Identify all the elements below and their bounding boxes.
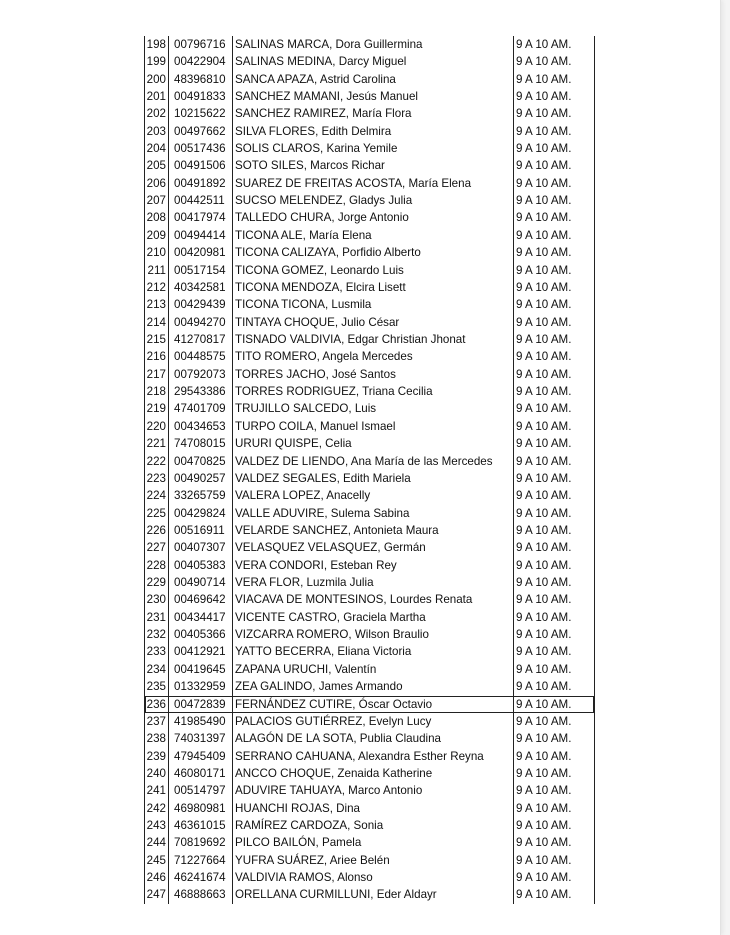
document-id: 46361015 [169, 817, 233, 834]
time-slot: 9 A 10 AM. [516, 402, 572, 416]
document-id: 33265759 [169, 487, 233, 504]
list-row [145, 730, 594, 747]
time-slot: 9 A 10 AM. [516, 419, 572, 433]
person-name: TICONA TICONA, Lusmila [233, 296, 514, 313]
row-number: 238 [145, 730, 169, 747]
person-name: RAMÍREZ CARDOZA, Sonia [233, 817, 514, 834]
document-id: 00405383 [169, 557, 233, 574]
list-row [145, 748, 594, 765]
list-row [145, 366, 594, 383]
document-id: 00516911 [169, 522, 233, 539]
time-slot: 9 A 10 AM. [516, 89, 572, 103]
person-name: VALDEZ DE LIENDO, Ana María de las Mercedes [233, 453, 514, 470]
time-slot: 9 A 10 AM. [516, 194, 572, 208]
time-slot: 9 A 10 AM. [516, 836, 572, 850]
row-number: 216 [145, 348, 169, 365]
row-number: 242 [145, 800, 169, 817]
time-slot: 9 A 10 AM. [516, 523, 572, 537]
time-slot: 9 A 10 AM. [516, 766, 572, 780]
document-id: 00494270 [169, 314, 233, 331]
row-number: 224 [145, 487, 169, 504]
time-slot: 9 A 10 AM. [516, 228, 572, 242]
time-slot: 9 A 10 AM. [516, 55, 572, 69]
person-name: VELASQUEZ VELASQUEZ, Germán [233, 539, 514, 556]
row-number: 246 [145, 869, 169, 886]
time-slot: 9 A 10 AM. [516, 107, 572, 121]
time-slot: 9 A 10 AM. [516, 732, 572, 746]
document-id: 46980981 [169, 800, 233, 817]
person-name: TRUJILLO SALCEDO, Luis [233, 401, 514, 418]
time-slot: 9 A 10 AM. [516, 315, 572, 329]
document-id: 74708015 [169, 435, 233, 452]
document-id: 00470825 [169, 453, 233, 470]
time-slot: 9 A 10 AM. [516, 662, 572, 676]
person-name: VELARDE SANCHEZ, Antonieta Maura [233, 522, 514, 539]
list-row [145, 869, 594, 886]
row-number: 247 [145, 887, 169, 904]
row-number: 219 [145, 401, 169, 418]
list-row [145, 539, 594, 556]
document-id: 00419645 [169, 661, 233, 678]
list-row [145, 348, 594, 365]
document-id: 47401709 [169, 401, 233, 418]
time-slot: 9 A 10 AM. [516, 367, 572, 381]
list-row [145, 53, 594, 70]
person-name: SUAREZ DE FREITAS ACOSTA, María Elena [233, 175, 514, 192]
list-row [145, 800, 594, 817]
document-id: 01332959 [169, 678, 233, 695]
row-number: 229 [145, 574, 169, 591]
document-id: 41985490 [169, 713, 233, 730]
time-slot: 9 A 10 AM. [516, 593, 572, 607]
document-id: 00491833 [169, 88, 233, 105]
list-row [145, 36, 594, 53]
row-number: 215 [145, 331, 169, 348]
time-slot: 9 A 10 AM. [516, 628, 572, 642]
row-number: 237 [145, 713, 169, 730]
row-number: 233 [145, 644, 169, 661]
person-name: ORELLANA CURMILLUNI, Eder Aldayr [233, 887, 514, 904]
document-id: 00417974 [169, 210, 233, 227]
time-slot: 9 A 10 AM. [516, 72, 572, 86]
row-number: 245 [145, 852, 169, 869]
document-id: 00490714 [169, 574, 233, 591]
person-name: URURI QUISPE, Celia [233, 435, 514, 452]
list-row [145, 435, 594, 452]
list-row [145, 678, 594, 695]
row-number: 240 [145, 765, 169, 782]
document-id: 41270817 [169, 331, 233, 348]
document-id: 00405366 [169, 626, 233, 643]
row-number: 234 [145, 661, 169, 678]
list-row [145, 192, 594, 209]
list-row [145, 505, 594, 522]
row-number: 222 [145, 453, 169, 470]
time-slot: 9 A 10 AM. [516, 437, 572, 451]
row-number: 201 [145, 88, 169, 105]
document-id: 00517436 [169, 140, 233, 157]
document-id: 00796716 [169, 36, 233, 53]
person-name: VERA CONDORI, Esteban Rey [233, 557, 514, 574]
person-name: ALAGÓN DE LA SOTA, Publia Claudina [233, 730, 514, 747]
list-row [145, 296, 594, 313]
time-slot: 9 A 10 AM. [516, 576, 572, 590]
person-name: VALLE ADUVIRE, Sulema Sabina [233, 505, 514, 522]
list-row [145, 210, 594, 227]
person-name: SILVA FLORES, Edith Delmira [233, 123, 514, 140]
row-number: 200 [145, 71, 169, 88]
person-name: SOTO SILES, Marcos Richar [233, 158, 514, 175]
person-name: TICONA CALIZAYA, Porfidio Alberto [233, 244, 514, 261]
list-row [145, 401, 594, 418]
row-number: 212 [145, 279, 169, 296]
time-slot: 9 A 10 AM. [516, 645, 572, 659]
person-name: ADUVIRE TAHUAYA, Marco Antonio [233, 782, 514, 799]
document-id: 46080171 [169, 765, 233, 782]
document-id: 46241674 [169, 869, 233, 886]
row-number: 244 [145, 835, 169, 852]
list-row [145, 609, 594, 626]
document-id: 00469642 [169, 592, 233, 609]
list-row [145, 71, 594, 88]
list-row [145, 782, 594, 799]
time-slot: 9 A 10 AM. [516, 471, 572, 485]
person-name: TALLEDO CHURA, Jorge Antonio [233, 210, 514, 227]
document-id: 29543386 [169, 383, 233, 400]
row-number: 205 [145, 158, 169, 175]
row-number: 218 [145, 383, 169, 400]
document-id: 00494414 [169, 227, 233, 244]
document-id: 71227664 [169, 852, 233, 869]
person-name: FERNÁNDEZ CUTIRE, Óscar Octavio [233, 696, 514, 713]
document-id: 00490257 [169, 470, 233, 487]
list-row [145, 644, 594, 661]
person-name: VERA FLOR, Luzmila Julia [233, 574, 514, 591]
time-slot: 9 A 10 AM. [516, 246, 572, 260]
document-id: 00472839 [169, 696, 233, 713]
time-slot: 9 A 10 AM. [516, 454, 572, 468]
row-number: 227 [145, 539, 169, 556]
person-name: VALDIVIA RAMOS, Alonso [233, 869, 514, 886]
document-id: 74031397 [169, 730, 233, 747]
document-id: 47945409 [169, 748, 233, 765]
time-slot: 9 A 10 AM. [516, 749, 572, 763]
row-number: 236 [145, 696, 169, 713]
list-row [145, 487, 594, 504]
document-id: 00422904 [169, 53, 233, 70]
person-name: SALINAS MARCA, Dora Guillermina [233, 36, 514, 53]
row-number: 230 [145, 592, 169, 609]
document-id: 00429824 [169, 505, 233, 522]
list-row [145, 418, 594, 435]
person-name: VALDEZ SEGALES, Edith Mariela [233, 470, 514, 487]
list-row [145, 244, 594, 261]
time-slot: 9 A 10 AM. [516, 610, 572, 624]
row-number: 210 [145, 244, 169, 261]
person-name: ZEA GALINDO, James Armando [233, 678, 514, 695]
list-row [145, 592, 594, 609]
list-row [145, 887, 594, 904]
list-row [145, 175, 594, 192]
list-row [145, 140, 594, 157]
person-name: YATTO BECERRA, Eliana Victoria [233, 644, 514, 661]
document-id: 10215622 [169, 105, 233, 122]
document-id: 00514797 [169, 782, 233, 799]
time-slot: 9 A 10 AM. [516, 332, 572, 346]
time-slot: 9 A 10 AM. [516, 888, 572, 902]
person-name: TICONA MENDOZA, Elcira Lisett [233, 279, 514, 296]
person-name: HUANCHI ROJAS, Dina [233, 800, 514, 817]
list-row [145, 626, 594, 643]
list-row [145, 574, 594, 591]
time-slot: 9 A 10 AM. [516, 506, 572, 520]
time-slot: 9 A 10 AM. [516, 385, 572, 399]
row-number: 199 [145, 53, 169, 70]
time-slot: 9 A 10 AM. [516, 819, 572, 833]
time-slot: 9 A 10 AM. [516, 489, 572, 503]
list-row [145, 105, 594, 122]
row-number: 228 [145, 557, 169, 574]
document-id: 00442511 [169, 192, 233, 209]
time-slot: 9 A 10 AM. [516, 142, 572, 156]
row-number: 202 [145, 105, 169, 122]
row-number: 243 [145, 817, 169, 834]
row-number: 223 [145, 470, 169, 487]
person-name: SERRANO CAHUANA, Alexandra Esther Reyna [233, 748, 514, 765]
time-slot: 9 A 10 AM. [516, 558, 572, 572]
document-id: 00434417 [169, 609, 233, 626]
list-row [145, 383, 594, 400]
document-id: 00792073 [169, 366, 233, 383]
time-slot: 9 A 10 AM. [516, 541, 572, 555]
person-name: SALINAS MEDINA, Darcy Miguel [233, 53, 514, 70]
row-number: 198 [145, 36, 169, 53]
person-name: ZAPANA URUCHI, Valentín [233, 661, 514, 678]
time-slot: 9 A 10 AM. [516, 211, 572, 225]
row-number: 204 [145, 140, 169, 157]
time-slot: 9 A 10 AM. [516, 176, 572, 190]
person-name: VICENTE CASTRO, Graciela Martha [233, 609, 514, 626]
person-name: VIZCARRA ROMERO, Wilson Braulio [233, 626, 514, 643]
time-slot: 9 A 10 AM. [516, 280, 572, 294]
person-name: TORRES JACHO, José Santos [233, 366, 514, 383]
list-row [145, 262, 594, 279]
list-row [145, 453, 594, 470]
document-id: 00434653 [169, 418, 233, 435]
document-id: 70819692 [169, 835, 233, 852]
list-row [145, 557, 594, 574]
person-name: VIACAVA DE MONTESINOS, Lourdes Renata [233, 592, 514, 609]
time-slot: 9 A 10 AM. [516, 159, 572, 173]
list-row [145, 765, 594, 782]
person-name: TORRES RODRIGUEZ, Triana Cecilia [233, 383, 514, 400]
person-name: SANCHEZ RAMIREZ, María Flora [233, 105, 514, 122]
row-number: 208 [145, 210, 169, 227]
list-row [145, 817, 594, 834]
document-id: 00429439 [169, 296, 233, 313]
person-name: TINTAYA CHOQUE, Julio César [233, 314, 514, 331]
row-number: 231 [145, 609, 169, 626]
row-number: 235 [145, 678, 169, 695]
row-number: 221 [145, 435, 169, 452]
list-row [145, 158, 594, 175]
schedule-list [144, 36, 595, 904]
time-slot: 9 A 10 AM. [516, 697, 572, 711]
time-slot: 9 A 10 AM. [516, 680, 572, 694]
list-row [145, 835, 594, 852]
document-id: 00517154 [169, 262, 233, 279]
row-number: 206 [145, 175, 169, 192]
row-number: 207 [145, 192, 169, 209]
person-name: SUCSO MELENDEZ, Gladys Julia [233, 192, 514, 209]
person-name: PALACIOS GUTIÉRREZ, Evelyn Lucy [233, 713, 514, 730]
person-name: YUFRA SUÁREZ, Ariee Belén [233, 852, 514, 869]
person-name: ANCCO CHOQUE, Zenaida Katherine [233, 765, 514, 782]
document-id: 00407307 [169, 539, 233, 556]
row-number: 220 [145, 418, 169, 435]
list-row [145, 331, 594, 348]
person-name: PILCO BAILÓN, Pamela [233, 835, 514, 852]
row-number: 239 [145, 748, 169, 765]
row-number: 226 [145, 522, 169, 539]
list-row [145, 123, 594, 140]
list-row [145, 852, 594, 869]
time-slot: 9 A 10 AM. [516, 124, 572, 138]
person-name: SOLIS CLAROS, Karina Yemile [233, 140, 514, 157]
row-number: 214 [145, 314, 169, 331]
time-slot: 9 A 10 AM. [516, 350, 572, 364]
list-row [145, 713, 594, 730]
person-name: TURPO COILA, Manuel Ismael [233, 418, 514, 435]
row-number: 232 [145, 626, 169, 643]
list-row [145, 88, 594, 105]
time-slot: 9 A 10 AM. [516, 714, 572, 728]
time-slot: 9 A 10 AM. [516, 263, 572, 277]
list-row [145, 470, 594, 487]
time-slot: 9 A 10 AM. [516, 853, 572, 867]
list-row [145, 227, 594, 244]
time-slot: 9 A 10 AM. [516, 298, 572, 312]
row-number: 213 [145, 296, 169, 313]
person-name: TISNADO VALDIVIA, Edgar Christian Jhonat [233, 331, 514, 348]
list-row [145, 522, 594, 539]
document-id: 48396810 [169, 71, 233, 88]
person-name: SANCHEZ MAMANI, Jesús Manuel [233, 88, 514, 105]
document-id: 46888663 [169, 887, 233, 904]
document-id: 00497662 [169, 123, 233, 140]
row-number: 203 [145, 123, 169, 140]
row-number: 241 [145, 782, 169, 799]
time-slot: 9 A 10 AM. [516, 37, 572, 51]
person-name: VALERA LOPEZ, Anacelly [233, 487, 514, 504]
document-id: 40342581 [169, 279, 233, 296]
row-number: 211 [145, 262, 169, 279]
list-row [145, 314, 594, 331]
document-id: 00448575 [169, 348, 233, 365]
list-row [145, 279, 594, 296]
list-row [145, 661, 594, 678]
document-id: 00420981 [169, 244, 233, 261]
person-name: TITO ROMERO, Angela Mercedes [233, 348, 514, 365]
document-id: 00491506 [169, 158, 233, 175]
document-id: 00412921 [169, 644, 233, 661]
list-row [145, 696, 594, 713]
time-slot: 9 A 10 AM. [516, 871, 572, 885]
row-number: 225 [145, 505, 169, 522]
row-number: 217 [145, 366, 169, 383]
row-number: 209 [145, 227, 169, 244]
person-name: SANCA APAZA, Astrid Carolina [233, 71, 514, 88]
time-slot: 9 A 10 AM. [516, 784, 572, 798]
document-id: 00491892 [169, 175, 233, 192]
person-name: TICONA GOMEZ, Leonardo Luis [233, 262, 514, 279]
time-slot: 9 A 10 AM. [516, 801, 572, 815]
person-name: TICONA ALE, María Elena [233, 227, 514, 244]
